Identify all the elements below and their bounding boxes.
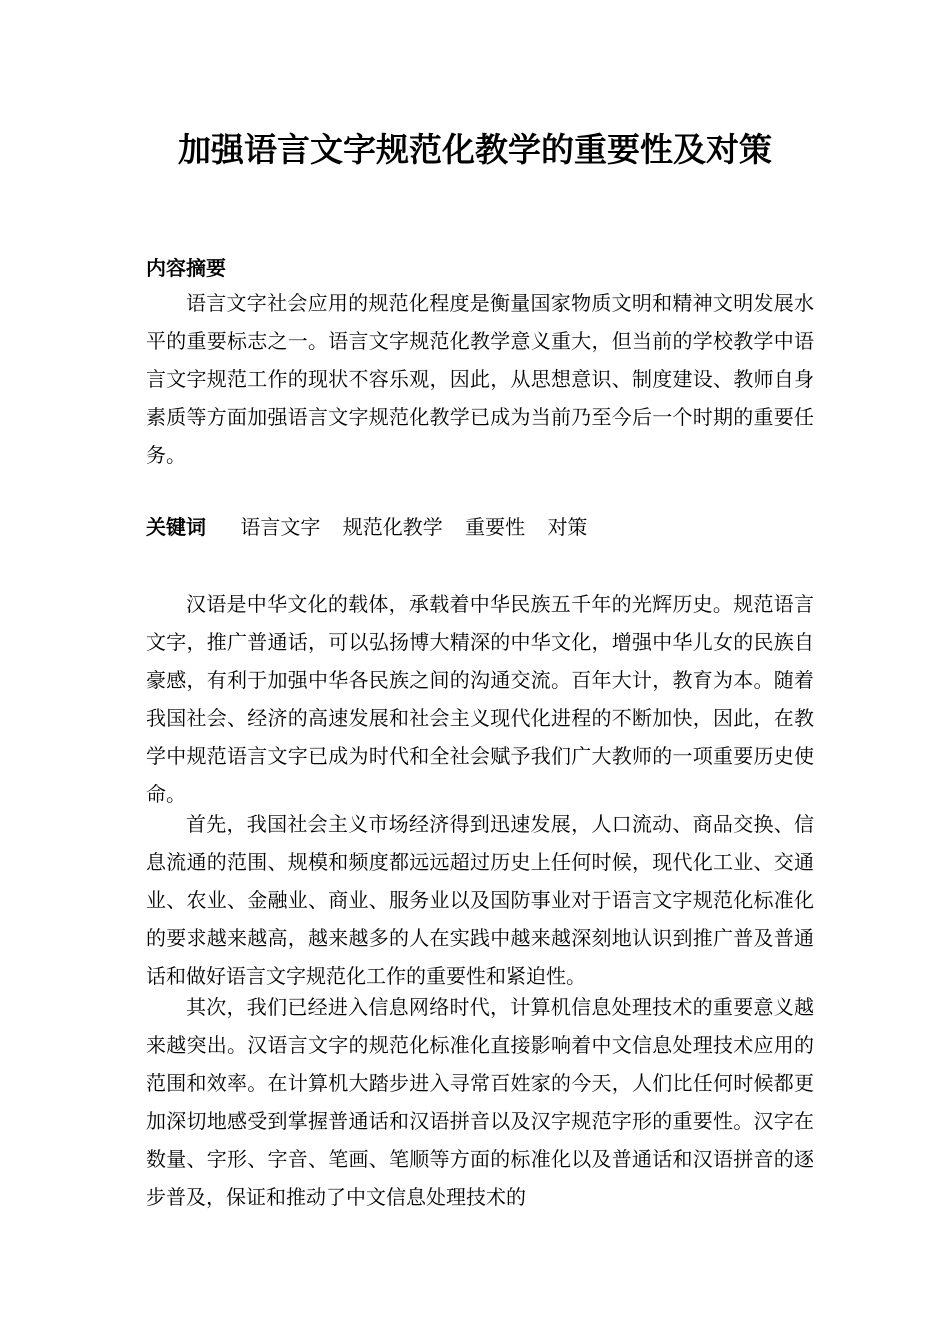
body-paragraph: 其次，我们已经进入信息网络时代，计算机信息处理技术的重要意义越来越突出。汉语言文字的规范化标准化直接影响着中文信息处理技术应用的范围和效率。在计算机大踏步进入寻常百姓家的今天，人们比任何时候都更加深切地感受到掌握普通话和汉语拼音以及汉字规范字形的重要性。汉字在数量、字形、字音、笔画、笔顺等方面的标准化以及普通话和汉语拼音的逐步普及，保证和推动了中文信息处理技术的: [146, 995, 814, 1209]
keyword-item: 规范化教学: [342, 515, 443, 539]
keyword-item: 重要性: [465, 515, 526, 539]
body-paragraph: 首先，我国社会主义市场经济得到迅速发展，人口流动、商品交换、信息流通的范围、规模和频度都远远超过历史上任何时候，现代化工业、交通业、农业、金融业、商业、服务业以及国防事业对于语言文字规范化标准化的要求越来越高，越来越多的人在实践中越来越深刻地认识到推广普及普通话和做好语言文字规范化工作的重要性和紧迫性。: [146, 812, 814, 988]
document-title: 加强语言文字规范化教学的重要性及对策: [178, 130, 772, 169]
keyword-item: 语言文字: [240, 515, 321, 539]
keywords-label: 关键词: [146, 515, 206, 539]
keyword-item: 对策: [547, 515, 588, 539]
keywords-line: [146, 512, 603, 542]
body-paragraph: 汉语是中华文化的载体，承载着中华民族五千年的光辉历史。规范语言文字，推广普通话，可以弘扬博大精深的中华文化，增强中华儿女的民族自豪感，有利于加强中华各民族之间的沟通交流。百年大计，教育为本。随着我国社会、经济的高速发展和社会主义现代化进程的不断加快，因此，在教学中规范语言文字已成为时代和全社会赋予我们广大教师的一项重要历史使命。: [146, 592, 814, 806]
abstract-text: 语言文字社会应用的规范化程度是衡量国家物质文明和精神文明发展水平的重要标志之一。语言文字规范化教学意义重大，但当前的学校教学中语言文字规范工作的现状不容乐观，因此，从思想意识、制度建设、教师自身素质等方面加强语言文字规范化教学已成为当前乃至今后一个时期的重要任务。: [146, 291, 814, 467]
abstract-heading: 内容摘要: [146, 256, 226, 280]
